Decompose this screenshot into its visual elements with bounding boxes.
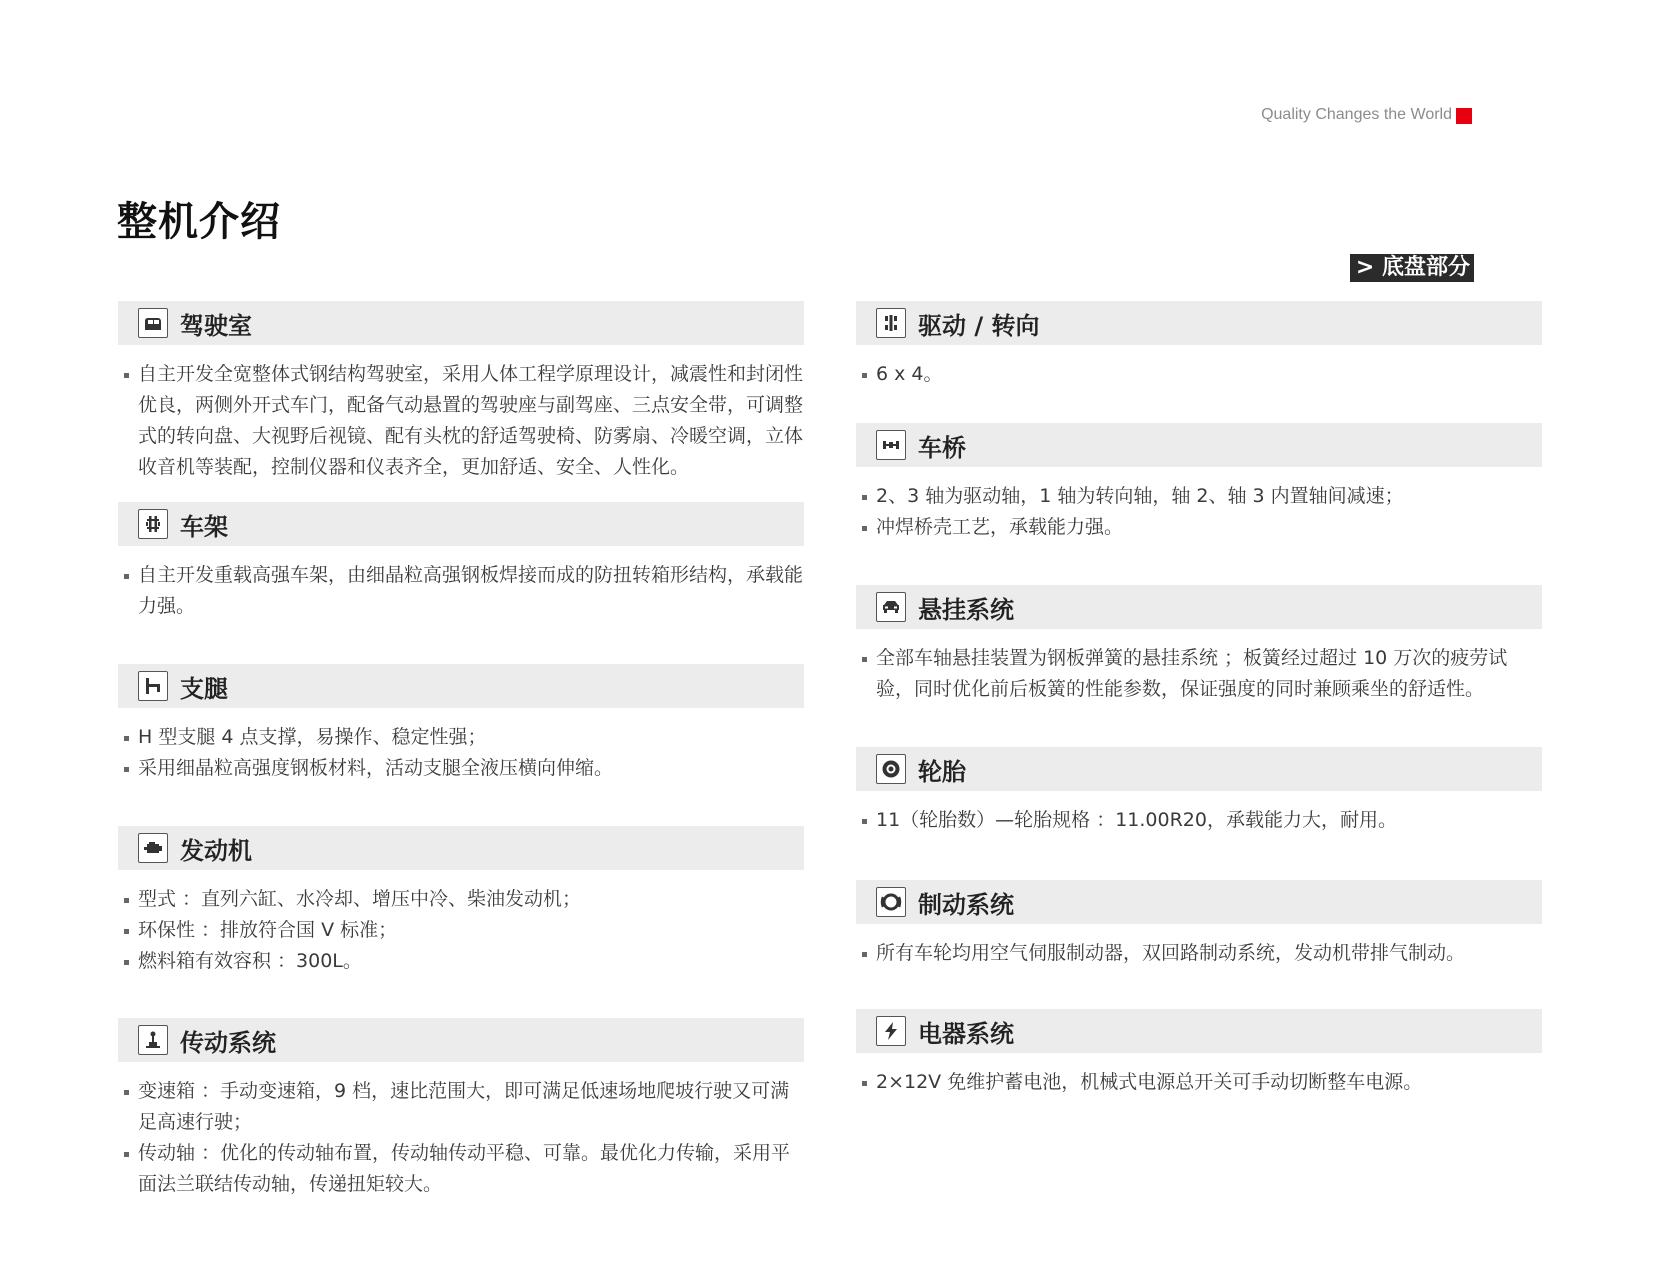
- list-item: 自主开发重载高强车架，由细晶粒高强钢板焊接而成的防扭转箱形结构，承载能力强。: [118, 560, 804, 622]
- bullet-list: [118, 546, 804, 664]
- drive-icon: [876, 308, 906, 338]
- section-header: [118, 301, 804, 345]
- section-title: 制动系统: [918, 890, 1014, 919]
- bullet-list: [856, 1053, 1542, 1098]
- section-transmission: [118, 1018, 804, 1200]
- list-item: 燃料箱有效容积 ：300L。: [118, 946, 804, 977]
- page-title: 整机介绍: [117, 199, 281, 245]
- bullet-list: [856, 467, 1542, 585]
- axle-icon: [876, 430, 906, 460]
- list-item: 型式 ：直列六缸、水冷却、增压中冷、柴油发动机；: [118, 884, 804, 915]
- list-item: 自主开发全宽整体式钢结构驾驶室，采用人体工程学原理设计，减震性和封闭性优良，两侧外开式车门，配备气动悬置的驾驶座与副驾座、三点安全带，可调整式的转向盘、大视野后视镜、配有头枕的舒适驾驶椅、防雾扇、冷暖空调，立体收音机等装配，控制仪器和仪表齐全，更加舒适、安全、人性化。: [118, 359, 804, 483]
- tire-icon: [876, 754, 906, 784]
- list-item: 采用细晶粒高强度钢板材料，活动支腿全液压横向伸缩。: [118, 753, 804, 784]
- section-header: [856, 423, 1542, 467]
- section-header: [856, 747, 1542, 791]
- section-tire: [856, 747, 1542, 880]
- section-title: 传动系统: [180, 1028, 276, 1057]
- list-item: 环保性 ：排放符合国 V 标准；: [118, 915, 804, 946]
- section-title: 发动机: [180, 836, 252, 865]
- section-title: 轮胎: [918, 757, 966, 786]
- cab-icon: [138, 308, 168, 338]
- section-header: [118, 664, 804, 708]
- section-brake: [856, 880, 1542, 1009]
- section-header: [856, 585, 1542, 629]
- section-title: 驱动 / 转向: [918, 311, 1040, 340]
- section-tag: > 底盘部分: [1350, 254, 1474, 282]
- right-column: [856, 301, 1542, 1098]
- brake-icon: [876, 887, 906, 917]
- section-engine: [118, 826, 804, 1018]
- list-item: 2×12V 免维护蓄电池，机械式电源总开关可手动切断整车电源。: [856, 1067, 1542, 1098]
- frame-icon: [138, 509, 168, 539]
- section-header: [856, 880, 1542, 924]
- lightning-icon: [876, 1016, 906, 1046]
- list-item: 变速箱 ：手动变速箱，9 档，速比范围大，即可满足低速场地爬坡行驶又可满足高速行驶；: [118, 1076, 804, 1138]
- list-item: 所有车轮均用空气伺服制动器，双回路制动系统，发动机带排气制动。: [856, 938, 1542, 969]
- section-header: [118, 1018, 804, 1062]
- bullet-list: [118, 1062, 804, 1200]
- left-column: [118, 301, 804, 1200]
- engine-icon: [138, 833, 168, 863]
- list-item: 全部车轴悬挂装置为钢板弹簧的悬挂系统 ；板簧经过超过 10 万次的疲劳试验，同时优化前后板簧的性能参数，保证强度的同时兼顾乘坐的舒适性。: [856, 643, 1542, 705]
- bullet-list: [118, 708, 804, 826]
- bullet-list: [856, 629, 1542, 747]
- bullet-list: [856, 345, 1542, 423]
- bullet-list: [856, 924, 1542, 1009]
- list-item: 传动轴 ：优化的传动轴布置，传动轴传动平稳、可靠。最优化力传输，采用平面法兰联结传动轴，传递扭矩较大。: [118, 1138, 804, 1200]
- transmission-icon: [138, 1025, 168, 1055]
- section-title: 车桥: [918, 433, 966, 462]
- section-suspension: [856, 585, 1542, 747]
- list-item: 2、3 轴为驱动轴，1 轴为转向轴，轴 2、轴 3 内置轴间减速；: [856, 481, 1542, 512]
- section-title: 驾驶室: [180, 311, 252, 340]
- bullet-list: [118, 345, 804, 502]
- section-title: 电器系统: [918, 1019, 1014, 1048]
- brand-red-square: [1456, 108, 1472, 124]
- section-cab: [118, 301, 804, 502]
- tagline: Quality Changes the World: [1261, 106, 1452, 123]
- list-item: H 型支腿 4 点支撑，易操作、稳定性强；: [118, 722, 804, 753]
- section-header: [856, 301, 1542, 345]
- section-header: [118, 826, 804, 870]
- section-title: 车架: [180, 512, 228, 541]
- section-header: [118, 502, 804, 546]
- section-outrigger: [118, 664, 804, 826]
- section-frame: [118, 502, 804, 664]
- outrigger-icon: [138, 671, 168, 701]
- bullet-list: [856, 791, 1542, 880]
- section-title: 悬挂系统: [918, 595, 1014, 624]
- list-item: 冲焊桥壳工艺，承载能力强。: [856, 512, 1542, 543]
- section-title: 支腿: [180, 674, 228, 703]
- bullet-list: [118, 870, 804, 1018]
- list-item: 11（轮胎数）—轮胎规格 ：11.00R20，承载能力大，耐用。: [856, 805, 1542, 836]
- section-header: [856, 1009, 1542, 1053]
- section-electrical: [856, 1009, 1542, 1098]
- list-item: 6 x 4。: [856, 359, 1542, 390]
- section-axle: [856, 423, 1542, 585]
- section-drive: [856, 301, 1542, 423]
- suspension-icon: [876, 592, 906, 622]
